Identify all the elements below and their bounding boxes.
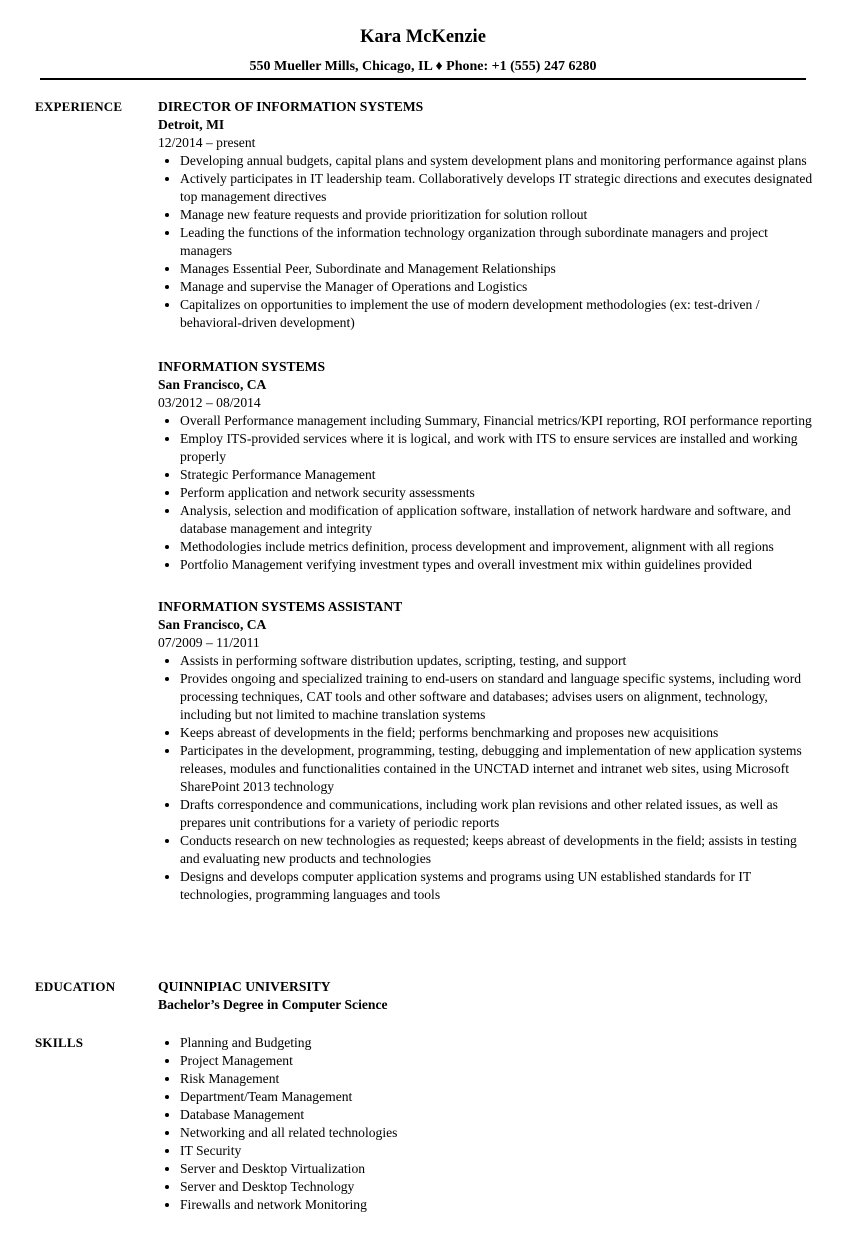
list-item: Keeps abreast of developments in the field; performs benchmarking and proposes new acquisitions (158, 724, 818, 742)
education-section (158, 978, 818, 1014)
list-item: Portfolio Management verifying investment types and overall investment mix within guidelines provided (158, 556, 818, 574)
job-bullets (158, 412, 818, 574)
list-item: Analysis, selection and modification of application software, installation of network hardware and software, and database management and integrity (158, 502, 818, 538)
job-bullets (158, 652, 818, 904)
list-item: Department/Team Management (158, 1088, 818, 1106)
skills-section (158, 1034, 818, 1214)
list-item: Perform application and network security assessments (158, 484, 818, 502)
list-item: Assists in performing software distribution updates, scripting, testing, and support (158, 652, 818, 670)
list-item: Project Management (158, 1052, 818, 1070)
contact-line: 550 Mueller Mills, Chicago, IL ♦ Phone: +1 (555) 247 6280 (249, 59, 597, 74)
list-item: Networking and all related technologies (158, 1124, 818, 1142)
job-dates: 12/2014 – present (158, 135, 256, 150)
job-entry-2 (158, 358, 818, 574)
list-item: Actively participates in IT leadership team. Collaboratively develops IT strategic directions and executes designated top management directives (158, 170, 818, 206)
list-item: IT Security (158, 1142, 818, 1160)
job-entry-1 (158, 98, 818, 332)
skills-list (158, 1034, 818, 1214)
list-item: Developing annual budgets, capital plans and system development plans and monitoring performance against plans (158, 152, 818, 170)
list-item: Methodologies include metrics definition, process development and improvement, alignment with all regions (158, 538, 818, 556)
list-item: Firewalls and network Monitoring (158, 1196, 818, 1214)
header-divider (40, 78, 806, 80)
job-title: INFORMATION SYSTEMS ASSISTANT (158, 599, 403, 614)
list-item: Drafts correspondence and communications, including work plan revisions and other related issues, as well as prepares unit contributions for a variety of periodic reports (158, 796, 818, 832)
list-item: Employ ITS-provided services where it is logical, and work with ITS to ensure services are installed and working properly (158, 430, 818, 466)
job-dates: 03/2012 – 08/2014 (158, 395, 261, 410)
school-name: QUINNIPIAC UNIVERSITY (158, 979, 331, 994)
job-title: INFORMATION SYSTEMS (158, 359, 326, 374)
list-item: Strategic Performance Management (158, 466, 818, 484)
job-entry-3 (158, 598, 818, 904)
skills-section-label: SKILLS (35, 1035, 84, 1050)
list-item: Leading the functions of the information technology organization through subordinate managers and project managers (158, 224, 818, 260)
list-item: Manage and supervise the Manager of Operations and Logistics (158, 278, 818, 296)
job-title: DIRECTOR OF INFORMATION SYSTEMS (158, 99, 424, 114)
list-item: Database Management (158, 1106, 818, 1124)
job-location: San Francisco, CA (158, 617, 267, 632)
job-location: Detroit, MI (158, 117, 225, 132)
degree-name: Bachelor’s Degree in Computer Science (158, 997, 388, 1012)
experience-section-label: EXPERIENCE (35, 99, 123, 114)
list-item: Participates in the development, programming, testing, debugging and implementation of new application systems releases, modules and functionalities contained in the UNCTAD internet and intranet web sites, using Microsoft SharePoint 2013 technology (158, 742, 818, 796)
list-item: Capitalizes on opportunities to implement the use of modern development methodologies (ex: test-driven / behavioral-driven development) (158, 296, 818, 332)
list-item: Conducts research on new technologies as requested; keeps abreast of developments in the field; assists in testing and evaluating new products and technologies (158, 832, 818, 868)
job-bullets (158, 152, 818, 332)
list-item: Server and Desktop Virtualization (158, 1160, 818, 1178)
job-dates: 07/2009 – 11/2011 (158, 635, 260, 650)
candidate-name: Kara McKenzie (360, 27, 486, 47)
list-item: Manage new feature requests and provide prioritization for solution rollout (158, 206, 818, 224)
list-item: Overall Performance management including Summary, Financial metrics/KPI reporting, ROI performance reporting (158, 412, 818, 430)
list-item: Server and Desktop Technology (158, 1178, 818, 1196)
education-section-label: EDUCATION (35, 979, 116, 994)
experience-section (158, 98, 818, 904)
list-item: Planning and Budgeting (158, 1034, 818, 1052)
list-item: Manages Essential Peer, Subordinate and Management Relationships (158, 260, 818, 278)
job-location: San Francisco, CA (158, 377, 267, 392)
list-item: Risk Management (158, 1070, 818, 1088)
list-item: Designs and develops computer application systems and programs using UN established standards for IT technologies, programming languages and tools (158, 868, 818, 904)
list-item: Provides ongoing and specialized training to end-users on standard and language specific systems, including word processing techniques, CAT tools and other software and databases; advises users on alignment, technology, including but not limited to machine translation systems (158, 670, 818, 724)
